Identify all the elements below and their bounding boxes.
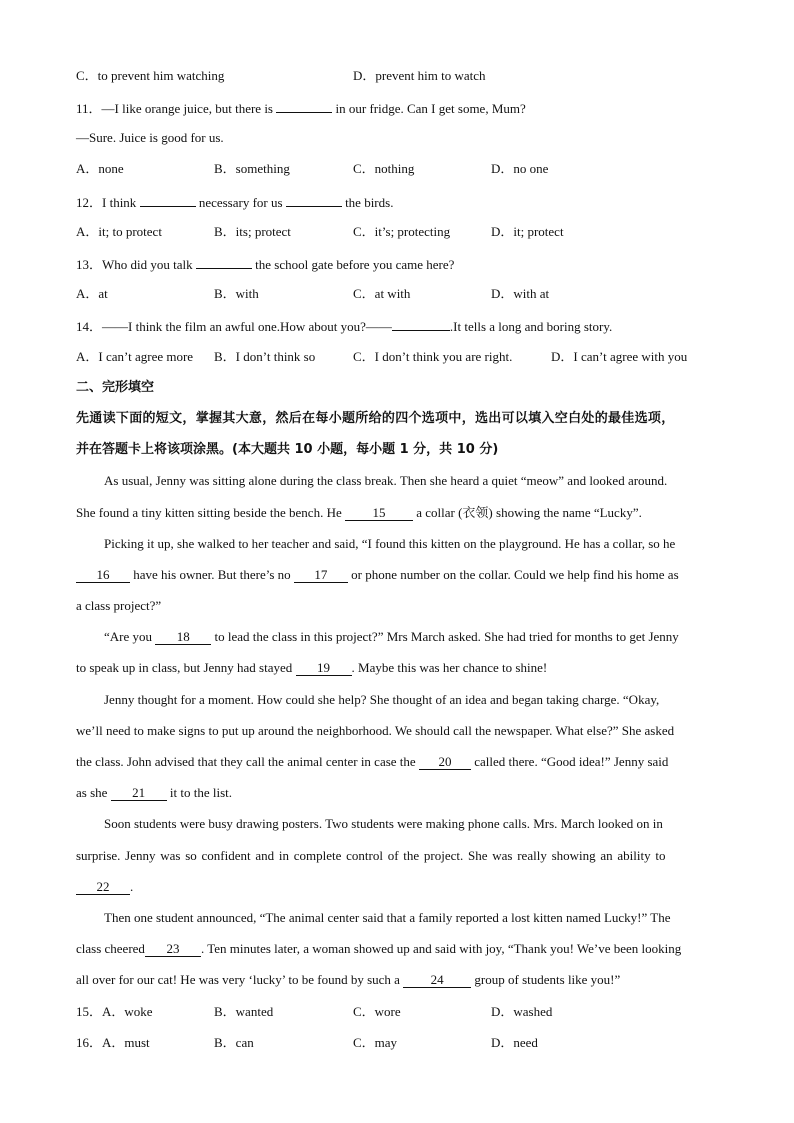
- q11-reply: —Sure. Juice is good for us.: [76, 130, 224, 145]
- passage-text: called there. “Good idea!” Jenny said: [474, 754, 669, 769]
- q14-option-b: B．I don’t think so: [214, 349, 316, 364]
- q12-option-c: C．it’s; protecting: [353, 224, 451, 239]
- passage-p5-line1: Soon students were busy drawing posters. Two students were making phone calls. Mrs. March looked on in: [104, 816, 663, 831]
- section-instructions-line1: 先通读下面的短文，掌握其大意，然后在每小题所给的四个选项中，选出可以填入空白处的最佳选项，: [76, 411, 675, 426]
- q14-stem-post: .It tells a long and boring story.: [449, 319, 613, 334]
- q12-blank-1: [140, 193, 196, 207]
- passage-text: all over for our cat! He was very ‘lucky’ to be found by such a: [76, 972, 400, 987]
- passage-p4-line1: Jenny thought for a moment. How could she help? She thought of an idea and began taking charge. “Okay,: [104, 692, 660, 707]
- q13-option-b: B．with: [214, 286, 259, 301]
- passage-text: to lead the class in this project?” Mrs March asked. She had tried for months to get Jenny: [214, 629, 679, 644]
- q13-stem-pre: 13．Who did you talk: [76, 257, 193, 272]
- q14-stem: [76, 317, 612, 335]
- q12-stem-mid: necessary for us: [198, 195, 283, 210]
- q12-option-d: D．it; protect: [491, 224, 564, 239]
- q13-stem: [76, 255, 454, 273]
- section-instructions-line2: 并在答题卡上将该项涂黑。(本大题共 10 小题，每小题 1 分，共 10 分): [76, 442, 499, 457]
- q13-stem-post: the school gate before you came here?: [255, 257, 455, 272]
- q11-option-c: C．nothing: [353, 161, 415, 176]
- q12-stem-post: the birds.: [345, 195, 394, 210]
- blank-18: 18: [155, 630, 211, 645]
- q12-stem: [76, 193, 393, 211]
- q10-option-c: C．to prevent him watching: [76, 68, 225, 83]
- passage-p4-line2: we’ll need to make signs to put up around the neighborhood. We should call the newspaper. What else?” She asked: [76, 723, 675, 738]
- q13-option-a: A．at: [76, 286, 108, 301]
- passage-text: to speak up in class, but Jenny had stayed: [76, 660, 293, 675]
- q12-option-a: A．it; to protect: [76, 224, 162, 239]
- blank-15: 15: [345, 506, 413, 521]
- passage-text: . Ten minutes later, a woman showed up and said with joy, “Thank you! We’ve been looking: [200, 941, 682, 956]
- q12-option-b: B．its; protect: [214, 224, 291, 239]
- passage-text: “Are you: [104, 629, 153, 644]
- q14-option-c: C．I don’t think you are right.: [353, 349, 513, 364]
- q14-option-d: D．I can’t agree with you: [551, 349, 688, 364]
- passage-text: have his owner. But there’s no: [133, 567, 291, 582]
- passage-text: the class. John advised that they call the animal center in case the: [76, 754, 416, 769]
- blank-24: 24: [403, 973, 471, 988]
- blank-19: 19: [296, 661, 352, 676]
- blank-22: 22: [76, 880, 130, 895]
- q11-stem: [76, 99, 526, 117]
- q11-stem-post: in our fridge. Can I get some, Mum?: [335, 101, 526, 116]
- q16-option-a: 16．A．must: [76, 1035, 150, 1050]
- blank-17: 17: [294, 568, 348, 583]
- q16-option-c: C．may: [353, 1035, 398, 1050]
- passage-p6-line2: [76, 941, 681, 957]
- q11-option-d: D．no one: [491, 161, 549, 176]
- blank-16: 16: [76, 568, 130, 583]
- q11-option-a: A．none: [76, 161, 124, 176]
- q15-option-d: D．washed: [491, 1004, 553, 1019]
- q13-blank: [196, 255, 252, 269]
- passage-p2-line2: [76, 567, 679, 583]
- q16-option-d: D．need: [491, 1035, 538, 1050]
- q11-stem-pre: 11．—I like orange juice, but there is: [76, 101, 273, 116]
- q14-stem-pre: 14．——I think the film an awful one.How about you?——: [76, 319, 392, 334]
- passage-p6-line1: Then one student announced, “The animal center said that a family reported a lost kitten named Lucky!” The: [104, 910, 671, 925]
- blank-20: 20: [419, 755, 471, 770]
- passage-p4-line3: [76, 754, 668, 770]
- q13-option-d: D．with at: [491, 286, 550, 301]
- passage-text: a collar (衣领) showing the name “Lucky”.: [416, 505, 642, 520]
- passage-p3-line2: [76, 660, 547, 676]
- passage-text: as she: [76, 785, 108, 800]
- q15-option-b: B．wanted: [214, 1004, 274, 1019]
- section-heading: 二、完形填空: [76, 380, 155, 395]
- passage-p5-line2: surprise. Jenny was so confident and in complete control of the project. She was really showing an ability to: [76, 848, 666, 863]
- q10-option-d: D．prevent him to watch: [353, 68, 486, 83]
- passage-text: group of students like you!”: [474, 972, 621, 987]
- passage-text: She found a tiny kitten sitting beside the bench. He: [76, 505, 342, 520]
- passage-p1-line1: As usual, Jenny was sitting alone during the class break. Then she heard a quiet “meow” and looked around.: [104, 473, 668, 488]
- passage-p4-line4: [76, 785, 232, 801]
- q13-option-c: C．at with: [353, 286, 411, 301]
- passage-text: . Maybe this was her chance to shine!: [351, 660, 548, 675]
- q15-option-a: 15．A．woke: [76, 1004, 153, 1019]
- blank-23: 23: [145, 942, 201, 957]
- q11-blank: [276, 99, 332, 113]
- passage-p5-line3: [76, 879, 133, 895]
- passage-p6-line3: [76, 972, 620, 988]
- passage-text: it to the list.: [169, 785, 233, 800]
- q12-blank-2: [286, 193, 342, 207]
- passage-p3-line1: [104, 629, 679, 645]
- q12-stem-pre: 12．I think: [76, 195, 137, 210]
- passage-p2-line1: Picking it up, she walked to her teacher and said, “I found this kitten on the playground. He has a collar, so he: [104, 536, 676, 551]
- passage-p1-line2: [76, 505, 642, 521]
- passage-text: or phone number on the collar. Could we help find his home as: [351, 567, 679, 582]
- q16-option-b: B．can: [214, 1035, 254, 1050]
- q14-blank: [392, 317, 450, 331]
- passage-text: .: [130, 879, 134, 894]
- q15-option-c: C．wore: [353, 1004, 401, 1019]
- q11-option-b: B．something: [214, 161, 290, 176]
- passage-p2-line3: a class project?”: [76, 598, 162, 613]
- blank-21: 21: [111, 786, 167, 801]
- passage-text: class cheered: [76, 941, 145, 956]
- q14-option-a: A．I can’t agree more: [76, 349, 194, 364]
